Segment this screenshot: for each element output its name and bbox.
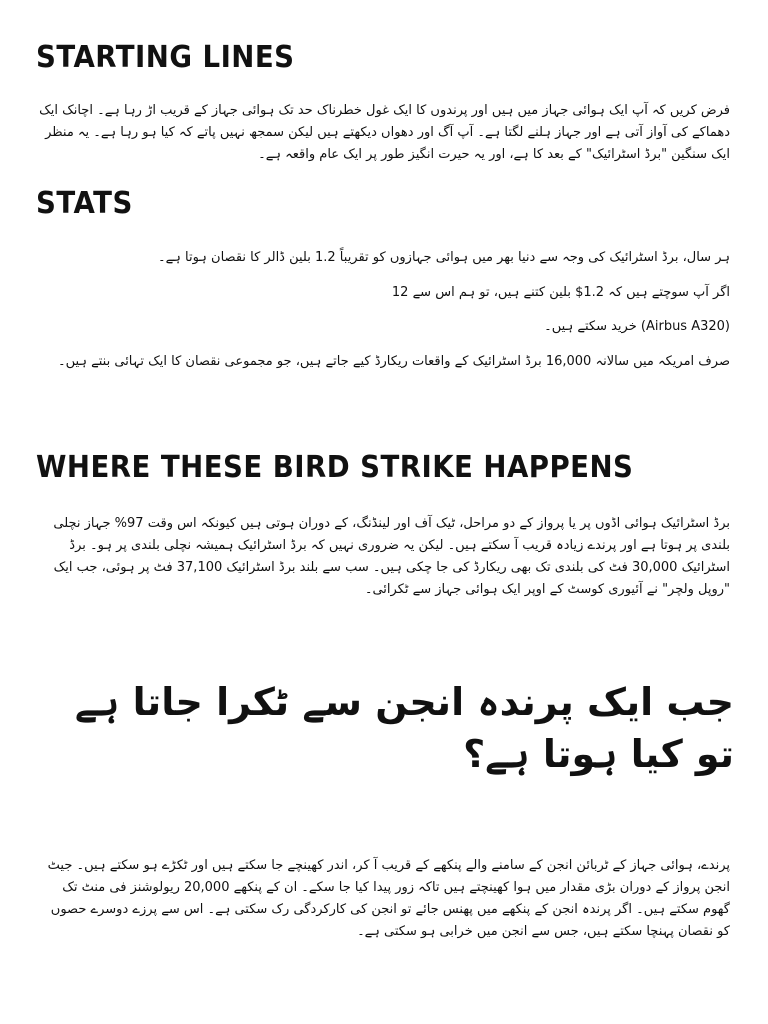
starting-lines-paragraph: فرض کریں کہ آپ ایک ہوائی جہاز میں ہیں اور پرندوں کا ایک غول خطرناک حد تک ہوائی جہاز کے قریب اڑ رہا ہے۔ اچانک ایک دھماکے کی آواز آتی ہے اور جہاز ہلنے لگتا ہے۔ آپ آگ اور دھواں دیکھتے ہیں لیکن سمجھ نہیں پاتے کہ کیا ہو رہا ہے۔ یہ منظر ایک سنگین "برڈ اسٹرائیک" کے بعد کا ہے، اور یہ حیرت انگیز طور پر ایک عام واقعہ ہے۔ <box>39 103 730 162</box>
stats-line-1: ہر سال، برڈ اسٹرائیک کی وجہ سے دنیا بھر میں ہوائی جہازوں کو تقریباً 1.2 بلین ڈالر کا نقصان ہوتا ہے۔ <box>158 250 730 265</box>
stats-line-3: (Airbus A320) خرید سکتے ہیں۔ <box>544 319 730 334</box>
section-title-starting-lines: STARTING LINES <box>36 40 295 75</box>
engine-paragraph: پرندے، ہوائی جہاز کے ٹربائن انجن کے سامنے والے پنکھے کے قریب آ کر، اندر کھینچے جا سکتے ہیں اور ٹکڑے ہو سکتے ہیں۔ جیٹ انجن پرواز کے دوران بڑی مقدار میں ہوا کھینچتے ہیں تاکہ زور پیدا کیا جا سکے۔ ان کے پنکھے 20,000 ریولوشنز فی منٹ تک گھوم سکتے ہیں۔ اگر پرندہ انجن کے پنکھے میں پھنس جائے تو انجن کی کارکردگی رک سکتی ہے۔ اس سے پرزے دوسرے حصوں کو نقصان پہنچا سکتے ہیں، جس سے انجن میں خرابی ہو سکتی ہے۔ <box>47 858 730 939</box>
section-title-stats: STATS <box>36 186 133 221</box>
section-title-engine-strike: جب ایک پرندہ انجن سے ٹکرا جاتا ہے تو کیا ہوتا ہے؟ <box>74 680 734 776</box>
stats-line-2: اگر آپ سوچتے ہیں کہ 1.2$ بلین کتنے ہیں، تو ہم اس سے 12 <box>391 285 730 300</box>
stats-line-4: صرف امریکہ میں سالانہ 16,000 برڈ اسٹرائیک کے واقعات ریکارڈ کیے جاتے ہیں، جو مجموعی نقصان کا ایک تہائی بنتے ہیں۔ <box>57 354 730 369</box>
section-title-where-bird-strikes-happen: WHERE THESE BIRD STRIKE HAPPENS <box>36 450 634 485</box>
where-paragraph: برڈ اسٹرائیک ہوائی اڈوں پر یا پرواز کے دو مراحل، ٹیک آف اور لینڈنگ، کے دوران ہوتی ہیں کیونکہ اس وقت 97% جہاز نچلی بلندی پر ہوتا ہے اور پرندے زیادہ قریب آ سکتے ہیں۔ لیکن یہ ضروری نہیں کہ برڈ اسٹرائیک ہمیشہ نچلی بلندی پر ہو۔ برڈ اسٹرائیک 30,000 فٹ کی بلندی تک بھی ریکارڈ کی جا چکی ہیں۔ سب سے بلند برڈ اسٹرائیک 37,100 فٹ پر ہوئی، جب ایک "روپل ولچر" نے آئیوری کوسٹ کے اوپر ایک ہوائی جہاز سے ٹکرائی۔ <box>53 516 730 597</box>
